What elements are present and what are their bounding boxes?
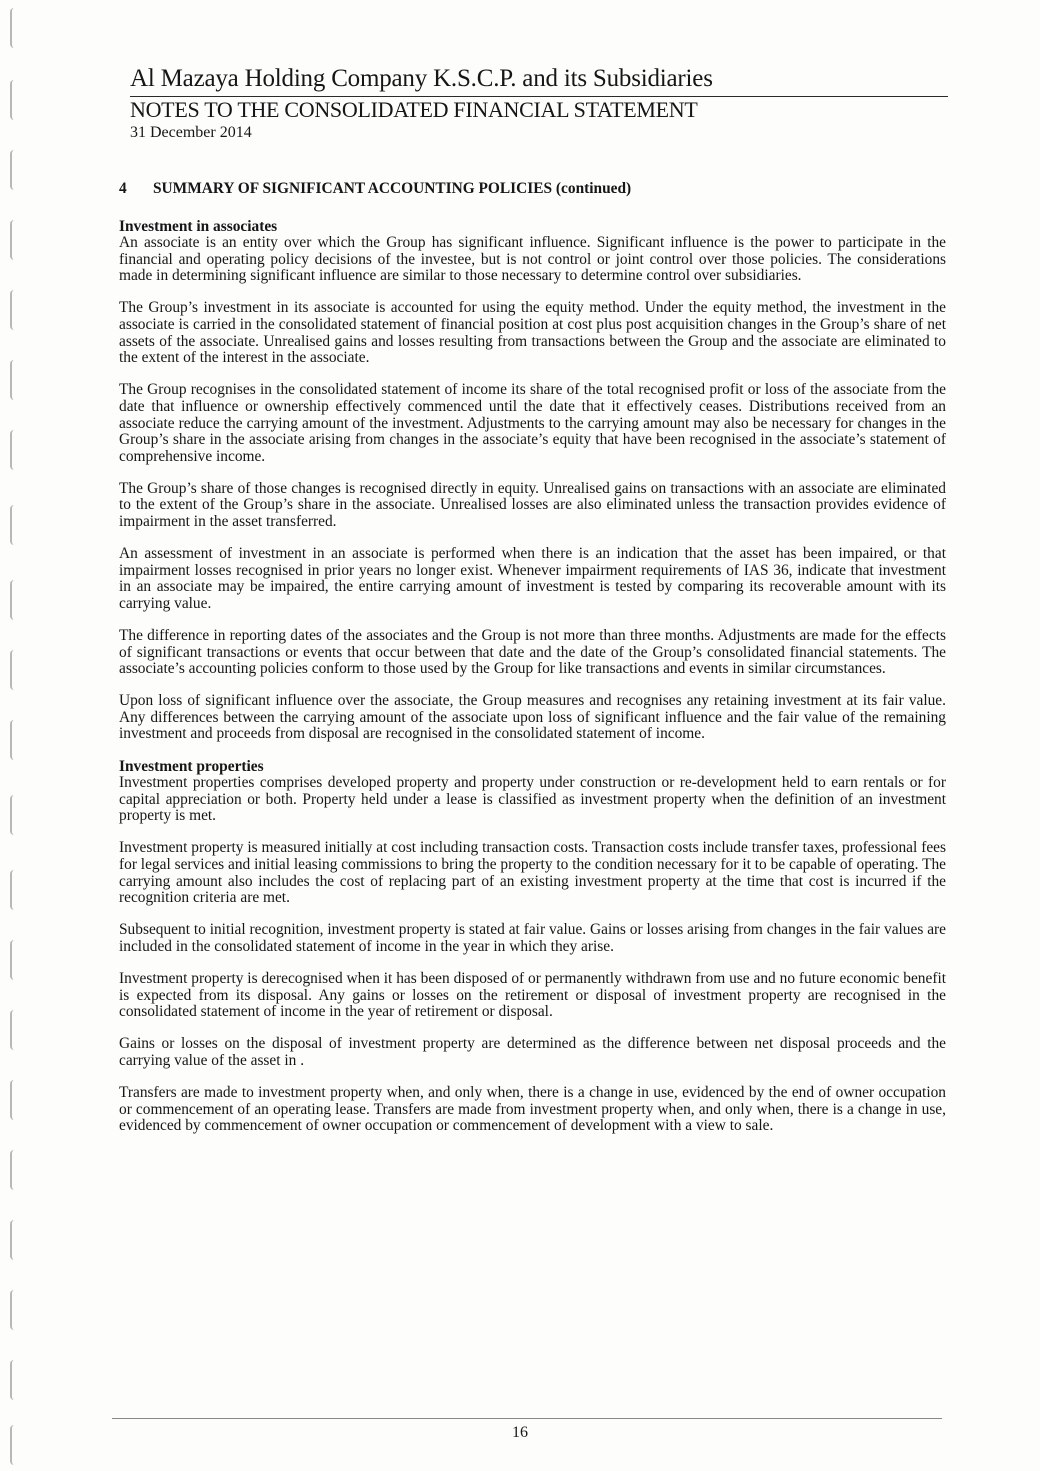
paragraph: An assessment of investment in an associate is performed when there is an indication that the asset has been impaired, or that impairment losses recognised in prior years no longer exist. Whenever impairment requirements of IAS 36, indicate that investment in an associate may be impaired, the entire carrying amount of investment is tested by comparing its recoverable amount with its carrying value. [119, 545, 946, 612]
properties-heading: Investment properties [119, 757, 264, 775]
section-heading [119, 181, 946, 198]
paragraph: The difference in reporting dates of the associates and the Group is not more than three months. Adjustments are made for the effects of significant transactions or events that occur between that date and the date of the Group’s consolidated financial statements. The associate’s accounting policies conform to those used by the Group for like transactions and events in similar circumstances. [119, 626, 946, 678]
paragraph: Transfers are made to investment property when, and only when, there is a change in use, evidenced by the end of owner occupation or commencement of an operating lease. Transfers are made from investment property when, and only when, there is a change in use, evidenced by commencement of owner occupation or commencement of development with a view to sale. [119, 1083, 946, 1135]
section-number: 4 [119, 180, 127, 197]
paragraph: The Group recognises in the consolidated statement of income its share of the total recognised profit or loss of the associate from the date that influence or ownership effectively commenced until the date that it effectively ceases. Distributions received from an associate reduce the carrying amount of the investment. Adjustments to the carrying amount may also be necessary for changes in the Group’s share in the associate arising from changes in the associate’s equity that have been recognised in the associate’s statement of comprehensive income. [119, 381, 946, 465]
associates-heading: Investment in associates [119, 217, 278, 235]
page-number: 16 [512, 1424, 528, 1441]
notes-title: NOTES TO THE CONSOLIDATED FINANCIAL STATEMENT [130, 97, 698, 122]
document-body [119, 181, 946, 1150]
paragraph: An associate is an entity over which the Group has significant influence. Significant influence is the power to participate in the financial and operating policy decisions of the investee, but is not control or joint control over those policies. The considerations made in determining significant influence are similar to those necessary to determine control over subsidiaries. [119, 234, 946, 285]
paragraph: The Group’s investment in its associate is accounted for using the equity method. Under the equity method, the investment in the associate is carried in the consolidated statement of financial position at cost plus post acquisition changes in the Group’s share of net assets of the associate. Unrealised gains and losses resulting from transactions between the Group and the associate are eliminated to the extent of the interest in the associate. [119, 299, 946, 367]
paragraph: Subsequent to initial recognition, investment property is stated at fair value. Gains or losses arising from changes in the fair values are included in the consolidated statement of income in the year in which they arise. [119, 921, 946, 955]
paragraph: Upon loss of significant influence over the associate, the Group measures and recognises any retaining investment at its fair value. Any differences between the carrying amount of the associate upon loss of significant influence and the fair value of the remaining investment and proceeds from disposal are recognised in the consolidated statement of income. [119, 692, 946, 743]
section-title: SUMMARY OF SIGNIFICANT ACCOUNTING POLICIES (continued) [153, 180, 632, 197]
paragraph: Gains or losses on the disposal of investment property are determined as the difference between net disposal proceeds and the carrying value of the asset in . [119, 1035, 946, 1069]
page-header [130, 64, 948, 144]
binding-edge [4, 0, 30, 1471]
paragraph: Investment property is measured initially at cost including transaction costs. Transaction costs include transfer taxes, professional fees for legal services and initial leasing commissions to bring the property to the condition necessary for it to be capable of operating. The carrying amount also includes the cost of replacing part of an existing investment property at the time that cost is incurred if the recognition criteria are met. [119, 839, 946, 907]
footer-rule [112, 1418, 942, 1419]
paragraph: Investment property is derecognised when it has been disposed of or permanently withdrawn from use and no future economic benefit is expected from its disposal. Any gains or losses on the retirement or disposal of investment property are recognised in the consolidated statement of income in the year of retirement or disposal. [119, 969, 946, 1021]
paragraph: The Group’s share of those changes is recognised directly in equity. Unrealised gains on transactions with an associate are eliminated to the extent of the Group’s share in the associate. Unrealised losses are also eliminated unless the transaction provides evidence of impairment in the asset transferred. [119, 479, 946, 530]
company-name: Al Mazaya Holding Company K.S.C.P. and its Subsidiaries [130, 65, 713, 92]
paragraph: Investment properties comprises developed property and property under construction or re-development held to earn rentals or for capital appreciation or both. Property held under a lease is classified as investment property when the definition of an investment property is met. [119, 774, 946, 825]
statement-date: 31 December 2014 [130, 124, 252, 141]
